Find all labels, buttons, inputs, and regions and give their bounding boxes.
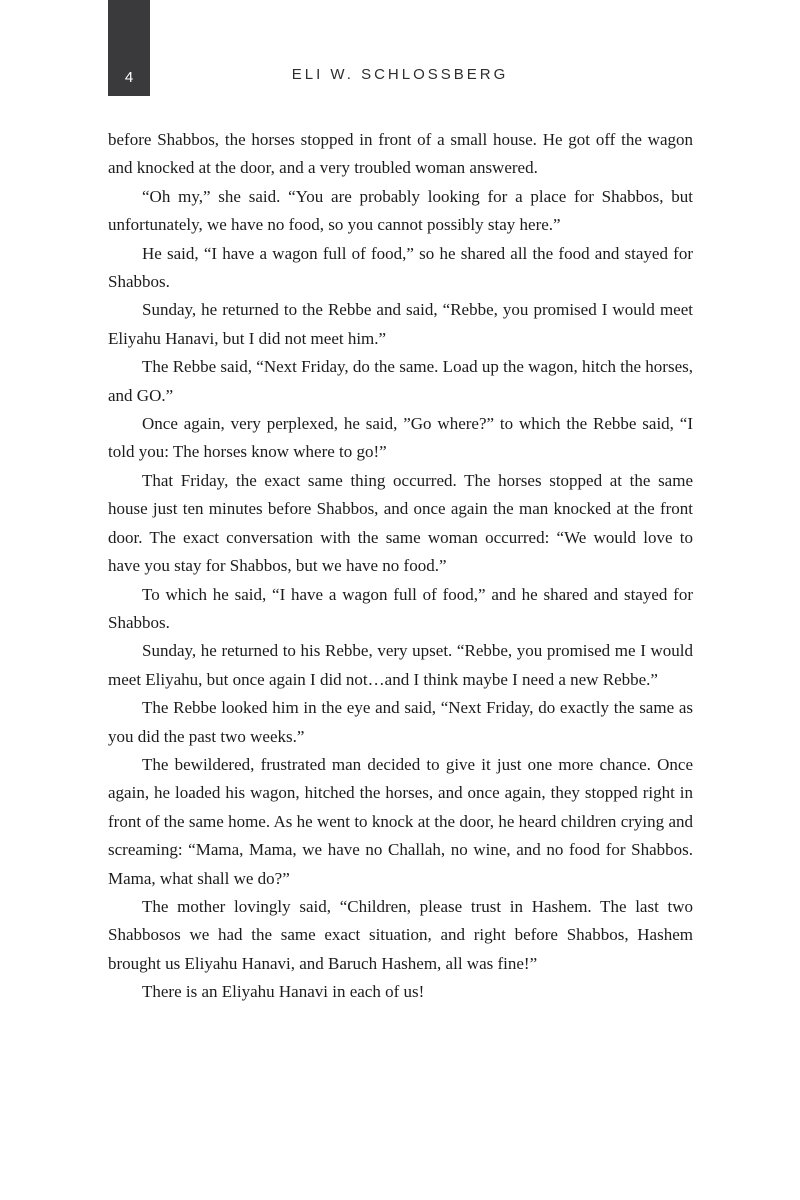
page-number: 4 <box>124 69 134 86</box>
paragraph: The bewildered, frustrated man decided to give it just one more chance. Once again, he loaded his wagon, hitched the horses, and once again, they stopped right in front of the same home. As he went to knock at the door, he heard children crying and screaming: “Mama, Mama, we have no Challah, no wine, and no food for Shabbos. Mama, what shall we do?” <box>108 754 693 888</box>
paragraph: Sunday, he returned to his Rebbe, very upset. “Rebbe, you promised me I would meet Eliyahu, but once again I did not…and I think maybe I need a new Rebbe.” <box>108 641 693 689</box>
paragraph: That Friday, the exact same thing occurred. The horses stopped at the same house just ten minutes before Shabbos, and once again the man knocked at the front door. The exact conversation with the same woman occurred: “We would love to have you stay for Shabbos, but we have no food.” <box>108 470 693 576</box>
paragraph: The Rebbe looked him in the eye and said, “Next Friday, do exactly the same as you did the past two weeks.” <box>108 698 693 746</box>
paragraph: He said, “I have a wagon full of food,” so he shared all the food and stayed for Shabbos. <box>108 243 693 292</box>
paragraph: The Rebbe said, “Next Friday, do the same. Load up the wagon, hitch the horses, and GO.” <box>108 357 693 405</box>
paragraph: Once again, very perplexed, he said, ”Go where?” to which the Rebbe said, “I told you: The horses know where to go!” <box>108 414 693 462</box>
body-text-column <box>108 126 693 1007</box>
paragraph-continuation: before Shabbos, the horses stopped in front of a small house. He got off the wagon and knocked at the door, and a very troubled woman answered. <box>108 130 693 178</box>
paragraph: The mother lovingly said, “Children, please trust in Hashem. The last two Shabbosos we had the same exact situation, and right before Shabbos, Hashem brought us Eliyahu Hanavi, and Baruch Hashem, all was fine!” <box>108 896 693 973</box>
paragraph: To which he said, “I have a wagon full of food,” and he shared and stayed for Shabbos. <box>108 584 693 632</box>
running-header: ELI W. SCHLOSSBERG <box>291 66 509 83</box>
paragraph: “Oh my,” she said. “You are probably looking for a place for Shabbos, but unfortunately, we have no food, so you cannot possibly stay here.” <box>108 186 693 235</box>
paragraph: There is an Eliyahu Hanavi in each of us! <box>142 982 425 1002</box>
paragraph: Sunday, he returned to the Rebbe and said, “Rebbe, you promised I would meet Eliyahu Hanavi, but I did not meet him.” <box>108 300 693 348</box>
